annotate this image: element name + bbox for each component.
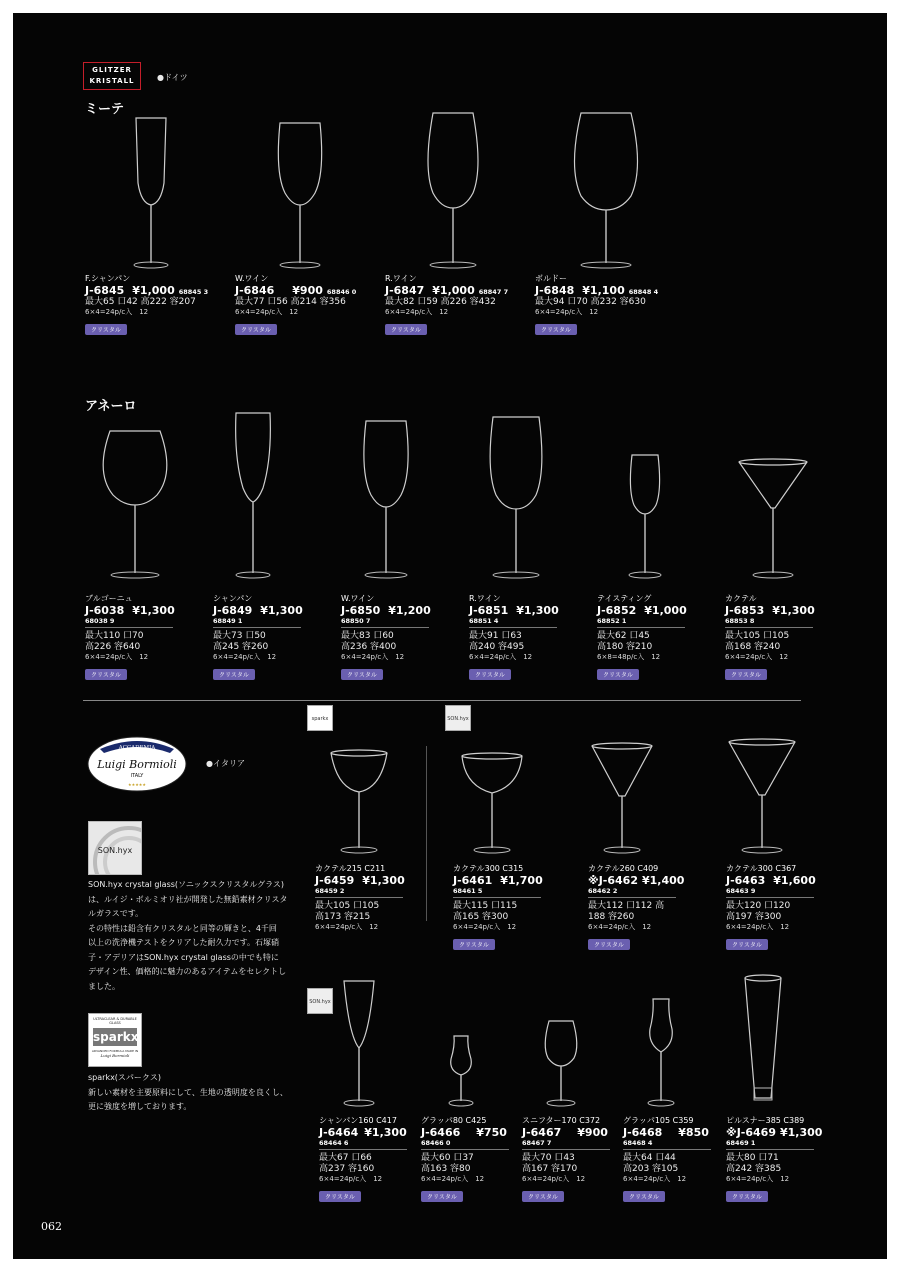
product-jan: 68459 2 (315, 887, 345, 895)
product-spec-line2: 高236 容400 (341, 642, 397, 652)
product-j6849 (213, 593, 331, 681)
product-j6459 (315, 863, 433, 932)
spec-divider (453, 897, 541, 898)
product-spec: 最大94 口70 高232 容630 (535, 297, 646, 307)
product-name: カクテル (725, 594, 757, 603)
sonhyx-desc-line: 以上の洗浄機テストをクリアした耐久力です。石塚硝 (88, 938, 280, 947)
logo-luigi-bormioli-text: Luigi Bormioli (97, 758, 177, 771)
product-packing: 6×4=24p/c入 12 (726, 923, 790, 931)
product-jan: 68466 0 (421, 1139, 451, 1147)
product-packing: 6×4=24p/c入 12 (469, 653, 533, 661)
product-code: J-6849 (213, 604, 253, 617)
snifter-170-glass (538, 1016, 584, 1111)
product-spec: 最大83 口60 (341, 631, 394, 641)
product-price: ¥750 (476, 1126, 507, 1139)
product-spec: 最大115 口115 (453, 901, 518, 911)
product-packing: 6×8=48p/c入 12 (597, 653, 661, 661)
crystal-badge: クリスタル (726, 939, 768, 950)
product-packing: 6×4=24p/c入 12 (535, 308, 599, 316)
crystal-badge: クリスタル (85, 324, 127, 335)
sparkx-logo-signature: Luigi Bormioli (100, 1053, 130, 1058)
sonhyx-desc-line: デザイン性、価格的に魅力のあるアイテムをセレクトし (88, 967, 287, 976)
product-name: ボルドー (535, 274, 567, 283)
sonhyx-logo (88, 821, 142, 875)
product-packing: 6×4=24p/c入 12 (385, 308, 449, 316)
grappa-80-glass (443, 1031, 479, 1111)
crystal-badge: クリスタル (453, 939, 495, 950)
product-price: ¥900 (292, 284, 323, 297)
product-price: ¥1,300 (516, 604, 559, 617)
product-price: ¥1,200 (388, 604, 431, 617)
product-packing: 6×4=24p/c入 12 (341, 653, 405, 661)
product-packing: 6×4=24p/c入 12 (319, 1175, 383, 1183)
anero-champagne-glass (228, 408, 278, 583)
product-price: ¥900 (577, 1126, 608, 1139)
product-name: テイスティング (597, 594, 652, 603)
crystal-badge: クリスタル (213, 669, 255, 680)
product-j6847 (385, 273, 509, 336)
product-spec: 最大110 口70 (85, 631, 144, 641)
crystal-badge: クリスタル (597, 669, 639, 680)
logo-academia-text: ACCADEMIA (118, 745, 156, 751)
product-packing: 6×4=24p/c入 12 (725, 653, 789, 661)
product-spec-line2: 高173 容215 (315, 912, 371, 922)
product-code: J-6463 (726, 874, 766, 887)
cocktail-300-c367-glass (726, 737, 798, 858)
product-jan: 68849 1 (213, 617, 243, 625)
cocktail-260-glass (589, 741, 655, 858)
product-spec-line2: 高242 容385 (726, 1164, 782, 1174)
crystal-badge: クリスタル (588, 939, 630, 950)
product-price: ¥1,700 (500, 874, 543, 887)
product-name: R.ワイン (385, 274, 417, 283)
product-price: ¥1,100 (582, 284, 625, 297)
spec-divider (726, 897, 814, 898)
sparkx-desc-line: sparkx(スパークス) (88, 1073, 161, 1082)
product-price: ¥1,000 (432, 284, 475, 297)
product-jan: 68851 4 (469, 617, 499, 625)
section-divider (83, 700, 801, 701)
anero-cocktail-glass (735, 456, 811, 583)
country-germany: ●ドイツ (157, 73, 188, 82)
product-packing: 6×4=24p/c入 12 (213, 653, 277, 661)
product-spec: 最大91 口63 (469, 631, 522, 641)
crystal-badge: クリスタル (469, 669, 511, 680)
product-spec-line2: 高237 容160 (319, 1164, 375, 1174)
product-j6846 (235, 273, 357, 336)
sonhyx-desc-line: ルガラスです。 (88, 909, 144, 918)
spec-divider (85, 627, 173, 628)
spec-divider (341, 627, 429, 628)
product-spec: 最大62 口45 (597, 631, 650, 641)
crystal-badge: クリスタル (623, 1191, 665, 1202)
product-j6468 (623, 1115, 741, 1203)
product-name: シャンパン160 C417 (319, 1116, 397, 1125)
sonhyx-desc-line: その特性は鉛含有クリスタルと同等の輝きと、4千回 (88, 923, 277, 933)
product-spec: 最大64 口44 (623, 1153, 676, 1163)
product-code: J-6847 (385, 284, 425, 297)
sparkx-logo-small: ADVANCED FORMULA MADE IN (91, 1049, 139, 1053)
product-name: シャンパン (213, 594, 253, 603)
spec-divider (597, 627, 685, 628)
product-jan: 68461 5 (453, 887, 483, 895)
product-spec: 最大105 口105 (725, 631, 790, 641)
sparkx-logo-tagline: ULTRACLEAR & DURABLE GLASS (93, 1017, 137, 1025)
spec-divider (623, 1149, 711, 1150)
product-spec: 最大67 口66 (319, 1153, 372, 1163)
page-number: 062 (41, 1220, 62, 1233)
product-j6464 (319, 1115, 437, 1203)
spec-divider (421, 1149, 509, 1150)
product-code: J-6848 (535, 284, 575, 297)
product-packing: 6×4=24p/c入 12 (726, 1175, 790, 1183)
glitzer-kristall-logo (83, 62, 141, 90)
product-j6845 (85, 273, 209, 336)
product-packing: 6×4=24p/c入 12 (235, 308, 299, 316)
white-wine-glass (270, 113, 330, 273)
product-jan: 68852 1 (597, 617, 627, 625)
product-spec-line2: 高197 容300 (726, 912, 782, 922)
product-spec-line2: 188 容260 (588, 912, 635, 922)
logo-text-line1: GLITZER (92, 66, 132, 74)
logo-stars: ★★★★★ (128, 782, 146, 787)
product-spec: 最大82 口59 高226 容432 (385, 297, 496, 307)
product-packing: 6×4=24p/c入 12 (421, 1175, 485, 1183)
product-price: ¥850 (678, 1126, 709, 1139)
product-spec-line2: 高245 容260 (213, 642, 269, 652)
product-jan: 68845 3 (178, 288, 209, 296)
pilsner-385-glass (741, 973, 785, 1111)
product-packing: 6×4=24p/c入 12 (588, 923, 652, 931)
sparkx-desc-line: 新しい素材を主要原料にして、生地の透明度を良くし、 (88, 1087, 288, 1097)
grappa-105-glass (641, 994, 681, 1111)
cocktail-215-glass (327, 748, 391, 858)
product-j6462 (588, 863, 706, 951)
product-packing: 6×4=24p/c入 12 (85, 308, 149, 316)
sparkx-mark-icon: sparkx (307, 705, 333, 731)
product-name: カクテル300 C367 (726, 864, 797, 873)
sparkx-desc-line: 更に強度を増しております。 (88, 1102, 192, 1111)
sonhyx-desc-line: 子・アデリアはSON.hyx crystal glassの中でも特に (88, 952, 279, 962)
product-code: J-6468 (623, 1126, 663, 1139)
product-price: ¥1,300 (260, 604, 303, 617)
product-name: カクテル215 C211 (315, 864, 386, 873)
logo-text-line2: KRISTALL (89, 77, 135, 85)
champagne-flute-glass (126, 113, 176, 273)
product-spec-line2: 高165 容300 (453, 912, 509, 922)
country-italy: ●イタリア (206, 759, 245, 768)
product-spec: 最大65 口42 高222 容207 (85, 297, 196, 307)
product-name: ピルスナー385 C389 (726, 1116, 805, 1125)
catalog-page (13, 13, 887, 1259)
spec-divider (469, 627, 557, 628)
product-code: J-6461 (453, 874, 493, 887)
bordeaux-glass (566, 108, 646, 273)
product-jan: 68462 2 (588, 887, 618, 895)
sparkx-logo (88, 1013, 142, 1067)
product-spec-line2: 高163 容80 (421, 1164, 471, 1174)
crystal-badge: クリスタル (726, 1191, 768, 1202)
product-packing: 6×4=24p/c入 12 (85, 653, 149, 661)
crystal-badge: クリスタル (385, 324, 427, 335)
product-jan: 68464 6 (319, 1139, 349, 1147)
product-price: ¥1,000 (132, 284, 175, 297)
product-spec: 最大80 口71 (726, 1153, 779, 1163)
product-packing: 6×4=24p/c入 12 (315, 923, 379, 931)
product-spec: 最大73 口50 (213, 631, 266, 641)
product-name: F.シャンパン (85, 274, 131, 283)
crystal-badge: クリスタル (421, 1191, 463, 1202)
product-code: J-6464 (319, 1126, 359, 1139)
sonhyx-logo-text: SON.hyx (97, 846, 133, 855)
spec-divider (319, 1149, 407, 1150)
product-jan: 68853 8 (725, 617, 755, 625)
product-name: グラッパ80 C425 (421, 1116, 487, 1125)
product-jan: 68468 4 (623, 1139, 653, 1147)
series-title-anero: アネーロ (85, 399, 137, 414)
product-code: ※J-6469 (726, 1126, 776, 1139)
product-jan: 68467 7 (522, 1139, 552, 1147)
tasting-glass (620, 450, 670, 583)
logo-italy-text: ITALY (130, 773, 144, 779)
crystal-badge: クリスタル (85, 669, 127, 680)
product-jan: 68469 1 (726, 1139, 756, 1147)
product-code: ※J-6462 (588, 874, 638, 887)
product-name: W.ワイン (341, 594, 375, 603)
product-code: J-6038 (85, 604, 125, 617)
spec-divider (725, 627, 813, 628)
spec-divider (726, 1149, 814, 1150)
product-jan: 68038 9 (85, 617, 115, 625)
product-code: J-6459 (315, 874, 355, 887)
product-spec: 最大112 口112 高 (588, 901, 665, 911)
spec-divider (522, 1149, 610, 1150)
product-price: ¥1,300 (364, 1126, 407, 1139)
crystal-badge: クリスタル (235, 324, 277, 335)
product-price: ¥1,400 (641, 874, 685, 887)
product-j6852 (597, 593, 715, 681)
anero-red-wine-glass (481, 411, 551, 583)
product-code: J-6852 (597, 604, 637, 617)
product-spec-line2: 高168 容240 (725, 642, 781, 652)
product-code: J-6853 (725, 604, 765, 617)
product-name: グラッパ105 C359 (623, 1116, 694, 1125)
product-code: J-6845 (85, 284, 125, 297)
product-jan: 68846 0 (326, 288, 357, 296)
sonhyx-desc-line: ました。 (88, 981, 120, 991)
product-jan: 68847 7 (478, 288, 509, 296)
crystal-badge: クリスタル (319, 1191, 361, 1202)
sonhyx-mark-icon-2: SON.hyx (307, 988, 333, 1014)
product-spec-line2: 高226 容640 (85, 642, 141, 652)
anero-white-wine-glass (356, 413, 416, 583)
product-packing: 6×4=24p/c入 12 (453, 923, 517, 931)
product-j6038 (85, 593, 203, 681)
product-code: J-6467 (522, 1126, 562, 1139)
product-code: J-6846 (235, 284, 275, 297)
product-j6850 (341, 593, 459, 681)
product-jan: 68463 9 (726, 887, 756, 895)
product-name: カクテル260 C409 (588, 864, 659, 873)
product-spec-line2: 高167 容170 (522, 1164, 578, 1174)
product-spec: 最大120 口120 (726, 901, 791, 911)
crystal-badge: クリスタル (535, 324, 577, 335)
product-j6853 (725, 593, 843, 681)
product-name: R.ワイン (469, 594, 501, 603)
product-price: ¥1,000 (644, 604, 687, 617)
cocktail-300-c315-glass (459, 751, 525, 858)
spec-divider (315, 897, 403, 898)
product-price: ¥1,300 (362, 874, 405, 887)
product-name: スニフター170 C372 (522, 1116, 601, 1125)
product-j6848 (535, 273, 659, 336)
product-jan: 68850 7 (341, 617, 371, 625)
series-title-mite: ミーテ (85, 102, 125, 117)
product-name: ブルゴーニュ (85, 594, 133, 603)
product-j6461 (453, 863, 571, 951)
product-name: W.ワイン (235, 274, 269, 283)
product-spec-line2: 高240 容495 (469, 642, 525, 652)
product-price: ¥1,600 (773, 874, 816, 887)
crystal-badge: クリスタル (725, 669, 767, 680)
product-packing: 6×4=24p/c入 12 (522, 1175, 586, 1183)
luigi-bormioli-logo (86, 735, 188, 793)
sonhyx-desc-line: は、ルイジ・ボルミオリ社が開発した無鉛素材クリスタ (88, 894, 288, 904)
sonhyx-rings-icon (89, 822, 141, 874)
product-name: カクテル300 C315 (453, 864, 524, 873)
product-price: ¥1,300 (132, 604, 175, 617)
product-j6469 (726, 1115, 844, 1203)
crystal-badge: クリスタル (341, 669, 383, 680)
sparkx-logo-text: sparkx (93, 1030, 139, 1044)
spec-divider (588, 897, 676, 898)
product-price: ¥1,300 (772, 604, 815, 617)
product-spec: 最大60 口37 (421, 1153, 474, 1163)
product-spec: 最大70 口43 (522, 1153, 575, 1163)
sonhyx-desc-line: SON.hyx crystal glass(ソニックスクリスタルグラス) (88, 880, 285, 889)
product-spec-line2: 高203 容105 (623, 1164, 679, 1174)
product-j6463 (726, 863, 844, 951)
product-code: J-6851 (469, 604, 509, 617)
product-j6851 (469, 593, 587, 681)
sonhyx-description (88, 878, 318, 994)
product-code: J-6466 (421, 1126, 461, 1139)
product-spec: 最大105 口105 (315, 901, 380, 911)
product-spec: 最大77 口56 高214 容356 (235, 297, 346, 307)
red-wine-glass (418, 108, 488, 273)
crystal-badge: クリスタル (522, 1191, 564, 1202)
product-spec-line2: 高180 容210 (597, 642, 653, 652)
champagne-160-glass (339, 976, 379, 1111)
spec-divider (213, 627, 301, 628)
product-jan: 68848 4 (628, 288, 659, 296)
product-code: J-6850 (341, 604, 381, 617)
sonhyx-mark-icon: SON.hyx (445, 705, 471, 731)
product-packing: 6×4=24p/c入 12 (623, 1175, 687, 1183)
burgundy-glass (95, 423, 175, 583)
product-price: ¥1,300 (779, 1126, 823, 1139)
sparkx-description (88, 1071, 318, 1115)
